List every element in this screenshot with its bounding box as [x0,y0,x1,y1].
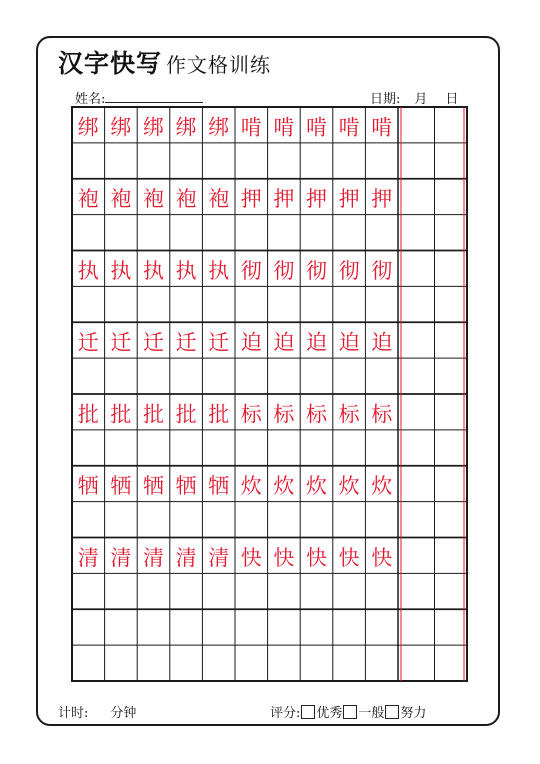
practice-character: 绑 [208,115,230,140]
practice-character: 批 [208,402,230,427]
month-label: 月 [414,92,428,107]
option-excellent: 优秀 [316,706,343,721]
practice-character: 迁 [175,330,197,355]
practice-character: 啃 [240,115,262,140]
practice-character: 批 [110,402,132,427]
option-average: 一般 [358,706,385,721]
practice-character: 快 [306,545,327,570]
practice-character: 快 [273,545,295,570]
practice-character: 清 [143,545,164,570]
practice-character: 押 [338,187,360,212]
practice-character: 袍 [143,187,164,212]
practice-character: 绑 [110,115,132,140]
practice-character: 啃 [338,115,360,140]
practice-character: 牺 [175,474,197,499]
practice-character: 炊 [273,474,295,499]
practice-character: 批 [175,402,197,427]
practice-character: 清 [110,545,132,570]
practice-character: 牺 [110,474,132,499]
practice-character: 快 [371,545,393,570]
date-label: 日期: [370,92,401,107]
practice-character: 押 [273,187,295,212]
practice-character: 押 [306,187,327,212]
practice-character: 押 [371,187,393,212]
practice-character: 炊 [306,474,327,499]
practice-character: 啃 [273,115,295,140]
practice-character: 迁 [208,330,230,355]
timer-field [58,702,136,721]
practice-character: 彻 [306,258,327,283]
practice-character: 标 [273,402,295,427]
practice-character: 标 [371,402,393,427]
practice-character: 绑 [175,115,197,140]
practice-character: 执 [143,258,164,283]
practice-character: 袍 [175,187,197,212]
practice-character: 啃 [371,115,393,140]
effort-checkbox[interactable] [385,705,399,719]
practice-character: 迁 [143,330,164,355]
practice-character: 标 [306,402,327,427]
practice-character: 快 [338,545,360,570]
practice-character: 彻 [240,258,262,283]
practice-character: 袍 [77,187,99,212]
minute-label: 分钟 [110,706,137,721]
practice-character: 批 [143,402,164,427]
score-label: 评分: [270,706,301,721]
practice-character: 袍 [110,187,132,212]
practice-character: 执 [208,258,230,283]
practice-character: 袍 [208,187,230,212]
practice-character: 炊 [338,474,360,499]
practice-character: 绑 [77,115,99,140]
practice-character: 牺 [208,474,230,499]
practice-character: 啃 [306,115,327,140]
name-label: 姓名: [75,92,106,107]
practice-character: 牺 [77,474,99,499]
average-checkbox[interactable] [343,705,357,719]
score-field [270,702,426,721]
practice-character: 迫 [240,330,262,355]
practice-character: 迫 [371,330,393,355]
practice-character: 执 [110,258,132,283]
practice-character: 清 [175,545,197,570]
practice-character: 迫 [306,330,327,355]
day-label: 日 [445,92,459,107]
practice-character: 迁 [110,330,132,355]
practice-character: 清 [208,545,230,570]
practice-character: 彻 [338,258,360,283]
practice-character: 执 [77,258,99,283]
practice-character: 迁 [77,330,99,355]
title-main: 汉字快写 [58,49,163,78]
practice-character: 快 [240,545,262,570]
practice-character: 炊 [240,474,262,499]
practice-character: 执 [175,258,197,283]
practice-character: 标 [240,402,262,427]
excellent-checkbox[interactable] [301,705,315,719]
practice-character: 彻 [273,258,295,283]
practice-character: 炊 [371,474,393,499]
practice-character: 迫 [338,330,360,355]
practice-character: 绑 [143,115,164,140]
practice-character: 清 [77,545,99,570]
practice-character: 迫 [273,330,295,355]
practice-character: 牺 [143,474,164,499]
option-effort: 努力 [400,706,427,721]
practice-character: 标 [338,402,360,427]
practice-character: 押 [240,187,262,212]
practice-character: 彻 [371,258,393,283]
time-label: 计时: [58,706,89,721]
title-sub: 作文格训练 [166,53,272,77]
practice-character: 批 [77,402,99,427]
